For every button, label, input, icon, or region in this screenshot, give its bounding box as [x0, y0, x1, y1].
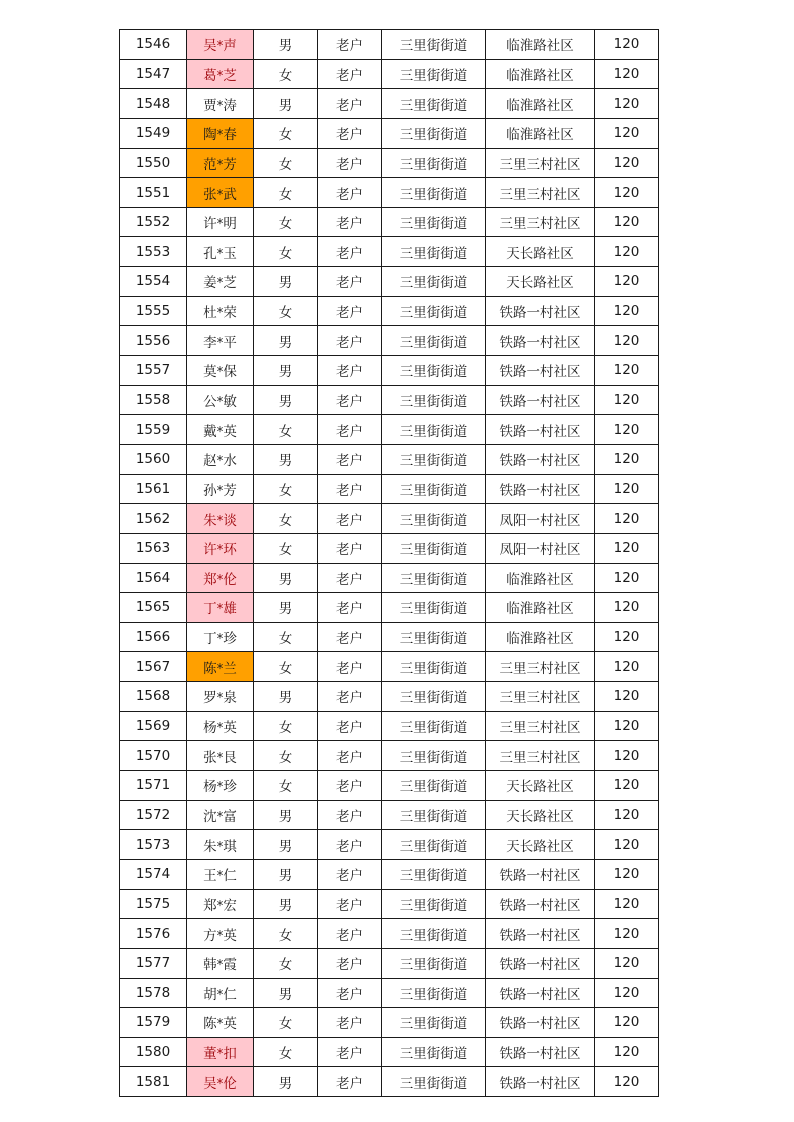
gender-cell: 女	[254, 652, 318, 682]
row-number-cell: 1579	[120, 1008, 187, 1038]
household-type-cell: 老户	[318, 563, 382, 593]
amount-cell: 120	[595, 504, 659, 534]
row-number-cell: 1558	[120, 385, 187, 415]
household-type-cell: 老户	[318, 118, 382, 148]
table-row	[120, 148, 659, 178]
name-cell: 吴*声	[187, 30, 254, 60]
amount-cell: 120	[595, 385, 659, 415]
gender-cell: 男	[254, 326, 318, 356]
name-cell: 杨*英	[187, 711, 254, 741]
household-type-cell: 老户	[318, 267, 382, 297]
gender-cell: 女	[254, 1037, 318, 1067]
gender-cell: 男	[254, 385, 318, 415]
household-type-cell: 老户	[318, 474, 382, 504]
name-cell: 范*芳	[187, 148, 254, 178]
row-number-cell: 1569	[120, 711, 187, 741]
household-type-cell: 老户	[318, 711, 382, 741]
household-type-cell: 老户	[318, 89, 382, 119]
gender-cell: 女	[254, 622, 318, 652]
gender-cell: 男	[254, 563, 318, 593]
street-cell: 三里街街道	[382, 800, 486, 830]
community-cell: 铁路一村社区	[486, 326, 595, 356]
name-cell: 丁*雄	[187, 593, 254, 623]
street-cell: 三里街街道	[382, 30, 486, 60]
amount-cell: 120	[595, 118, 659, 148]
amount-cell: 120	[595, 919, 659, 949]
row-number-cell: 1561	[120, 474, 187, 504]
community-cell: 铁路一村社区	[486, 474, 595, 504]
amount-cell: 120	[595, 1037, 659, 1067]
amount-cell: 120	[595, 444, 659, 474]
name-cell: 张*艮	[187, 741, 254, 771]
gender-cell: 男	[254, 1067, 318, 1097]
gender-cell: 男	[254, 978, 318, 1008]
gender-cell: 男	[254, 593, 318, 623]
community-cell: 天长路社区	[486, 237, 595, 267]
gender-cell: 男	[254, 830, 318, 860]
street-cell: 三里街街道	[382, 889, 486, 919]
gender-cell: 女	[254, 504, 318, 534]
table-row	[120, 385, 659, 415]
name-cell: 公*敏	[187, 385, 254, 415]
name-cell: 戴*英	[187, 415, 254, 445]
community-cell: 天长路社区	[486, 800, 595, 830]
community-cell: 铁路一村社区	[486, 1008, 595, 1038]
name-cell: 朱*谈	[187, 504, 254, 534]
row-number-cell: 1567	[120, 652, 187, 682]
household-type-cell: 老户	[318, 178, 382, 208]
gender-cell: 男	[254, 859, 318, 889]
community-cell: 铁路一村社区	[486, 948, 595, 978]
roster-body	[120, 30, 659, 1097]
amount-cell: 120	[595, 237, 659, 267]
row-number-cell: 1563	[120, 533, 187, 563]
household-type-cell: 老户	[318, 444, 382, 474]
name-cell: 许*环	[187, 533, 254, 563]
household-type-cell: 老户	[318, 296, 382, 326]
community-cell: 临淮路社区	[486, 89, 595, 119]
amount-cell: 120	[595, 178, 659, 208]
row-number-cell: 1551	[120, 178, 187, 208]
street-cell: 三里街街道	[382, 296, 486, 326]
table-row	[120, 533, 659, 563]
community-cell: 天长路社区	[486, 267, 595, 297]
household-type-cell: 老户	[318, 1067, 382, 1097]
community-cell: 铁路一村社区	[486, 356, 595, 386]
row-number-cell: 1568	[120, 682, 187, 712]
community-cell: 铁路一村社区	[486, 1037, 595, 1067]
amount-cell: 120	[595, 741, 659, 771]
gender-cell: 女	[254, 533, 318, 563]
street-cell: 三里街街道	[382, 415, 486, 445]
name-cell: 李*平	[187, 326, 254, 356]
amount-cell: 120	[595, 1008, 659, 1038]
table-row	[120, 622, 659, 652]
row-number-cell: 1574	[120, 859, 187, 889]
street-cell: 三里街街道	[382, 682, 486, 712]
row-number-cell: 1553	[120, 237, 187, 267]
gender-cell: 女	[254, 207, 318, 237]
name-cell: 陶*春	[187, 118, 254, 148]
name-cell: 杜*荣	[187, 296, 254, 326]
gender-cell: 女	[254, 148, 318, 178]
amount-cell: 120	[595, 593, 659, 623]
table-row	[120, 267, 659, 297]
community-cell: 临淮路社区	[486, 30, 595, 60]
gender-cell: 女	[254, 237, 318, 267]
name-cell: 王*仁	[187, 859, 254, 889]
table-row	[120, 919, 659, 949]
name-cell: 张*武	[187, 178, 254, 208]
table-row	[120, 800, 659, 830]
household-type-cell: 老户	[318, 919, 382, 949]
table-row	[120, 89, 659, 119]
street-cell: 三里街街道	[382, 563, 486, 593]
amount-cell: 120	[595, 978, 659, 1008]
table-row	[120, 859, 659, 889]
community-cell: 铁路一村社区	[486, 415, 595, 445]
street-cell: 三里街街道	[382, 504, 486, 534]
amount-cell: 120	[595, 830, 659, 860]
name-cell: 丁*珍	[187, 622, 254, 652]
street-cell: 三里街街道	[382, 622, 486, 652]
household-type-cell: 老户	[318, 148, 382, 178]
name-cell: 贾*涛	[187, 89, 254, 119]
household-type-cell: 老户	[318, 356, 382, 386]
name-cell: 吴*伦	[187, 1067, 254, 1097]
name-cell: 胡*仁	[187, 978, 254, 1008]
household-type-cell: 老户	[318, 1008, 382, 1038]
street-cell: 三里街街道	[382, 118, 486, 148]
gender-cell: 女	[254, 1008, 318, 1038]
amount-cell: 120	[595, 296, 659, 326]
amount-cell: 120	[595, 267, 659, 297]
household-type-cell: 老户	[318, 385, 382, 415]
table-row	[120, 830, 659, 860]
street-cell: 三里街街道	[382, 178, 486, 208]
household-type-cell: 老户	[318, 59, 382, 89]
row-number-cell: 1557	[120, 356, 187, 386]
name-cell: 郑*伦	[187, 563, 254, 593]
row-number-cell: 1581	[120, 1067, 187, 1097]
row-number-cell: 1572	[120, 800, 187, 830]
name-cell: 葛*芝	[187, 59, 254, 89]
table-row	[120, 356, 659, 386]
row-number-cell: 1580	[120, 1037, 187, 1067]
household-type-cell: 老户	[318, 978, 382, 1008]
table-row	[120, 30, 659, 60]
amount-cell: 120	[595, 533, 659, 563]
gender-cell: 女	[254, 59, 318, 89]
row-number-cell: 1548	[120, 89, 187, 119]
row-number-cell: 1573	[120, 830, 187, 860]
street-cell: 三里街街道	[382, 474, 486, 504]
gender-cell: 女	[254, 178, 318, 208]
name-cell: 赵*水	[187, 444, 254, 474]
row-number-cell: 1576	[120, 919, 187, 949]
street-cell: 三里街街道	[382, 1037, 486, 1067]
table-row	[120, 889, 659, 919]
household-type-cell: 老户	[318, 948, 382, 978]
table-row	[120, 1067, 659, 1097]
street-cell: 三里街街道	[382, 207, 486, 237]
amount-cell: 120	[595, 207, 659, 237]
table-row	[120, 504, 659, 534]
row-number-cell: 1577	[120, 948, 187, 978]
community-cell: 铁路一村社区	[486, 978, 595, 1008]
name-cell: 孙*芳	[187, 474, 254, 504]
table-row	[120, 444, 659, 474]
street-cell: 三里街街道	[382, 533, 486, 563]
gender-cell: 女	[254, 296, 318, 326]
table-row	[120, 711, 659, 741]
community-cell: 凤阳一村社区	[486, 504, 595, 534]
community-cell: 临淮路社区	[486, 59, 595, 89]
community-cell: 三里三村社区	[486, 711, 595, 741]
row-number-cell: 1565	[120, 593, 187, 623]
gender-cell: 女	[254, 771, 318, 801]
community-cell: 凤阳一村社区	[486, 533, 595, 563]
table-row	[120, 296, 659, 326]
amount-cell: 120	[595, 682, 659, 712]
street-cell: 三里街街道	[382, 948, 486, 978]
row-number-cell: 1570	[120, 741, 187, 771]
household-type-cell: 老户	[318, 741, 382, 771]
community-cell: 天长路社区	[486, 771, 595, 801]
household-type-cell: 老户	[318, 889, 382, 919]
gender-cell: 女	[254, 948, 318, 978]
name-cell: 罗*泉	[187, 682, 254, 712]
community-cell: 铁路一村社区	[486, 859, 595, 889]
community-cell: 三里三村社区	[486, 178, 595, 208]
table-row	[120, 741, 659, 771]
gender-cell: 男	[254, 30, 318, 60]
table-row	[120, 948, 659, 978]
name-cell: 莫*保	[187, 356, 254, 386]
row-number-cell: 1578	[120, 978, 187, 1008]
street-cell: 三里街街道	[382, 326, 486, 356]
gender-cell: 女	[254, 118, 318, 148]
row-number-cell: 1552	[120, 207, 187, 237]
household-type-cell: 老户	[318, 326, 382, 356]
street-cell: 三里街街道	[382, 1008, 486, 1038]
table-row	[120, 59, 659, 89]
table-row	[120, 771, 659, 801]
community-cell: 三里三村社区	[486, 741, 595, 771]
community-cell: 三里三村社区	[486, 207, 595, 237]
street-cell: 三里街街道	[382, 771, 486, 801]
amount-cell: 120	[595, 711, 659, 741]
street-cell: 三里街街道	[382, 978, 486, 1008]
household-type-cell: 老户	[318, 652, 382, 682]
amount-cell: 120	[595, 948, 659, 978]
row-number-cell: 1562	[120, 504, 187, 534]
gender-cell: 男	[254, 889, 318, 919]
amount-cell: 120	[595, 59, 659, 89]
amount-cell: 120	[595, 859, 659, 889]
amount-cell: 120	[595, 148, 659, 178]
amount-cell: 120	[595, 800, 659, 830]
name-cell: 方*英	[187, 919, 254, 949]
household-type-cell: 老户	[318, 771, 382, 801]
table-row	[120, 978, 659, 1008]
community-cell: 天长路社区	[486, 830, 595, 860]
amount-cell: 120	[595, 622, 659, 652]
street-cell: 三里街街道	[382, 148, 486, 178]
street-cell: 三里街街道	[382, 652, 486, 682]
street-cell: 三里街街道	[382, 237, 486, 267]
table-row	[120, 563, 659, 593]
community-cell: 三里三村社区	[486, 652, 595, 682]
roster-table	[119, 29, 659, 1097]
table-row	[120, 593, 659, 623]
street-cell: 三里街街道	[382, 859, 486, 889]
community-cell: 铁路一村社区	[486, 296, 595, 326]
name-cell: 杨*珍	[187, 771, 254, 801]
street-cell: 三里街街道	[382, 385, 486, 415]
street-cell: 三里街街道	[382, 741, 486, 771]
street-cell: 三里街街道	[382, 356, 486, 386]
community-cell: 铁路一村社区	[486, 889, 595, 919]
household-type-cell: 老户	[318, 207, 382, 237]
community-cell: 铁路一村社区	[486, 919, 595, 949]
gender-cell: 男	[254, 682, 318, 712]
table-row	[120, 118, 659, 148]
amount-cell: 120	[595, 89, 659, 119]
row-number-cell: 1564	[120, 563, 187, 593]
gender-cell: 女	[254, 711, 318, 741]
street-cell: 三里街街道	[382, 59, 486, 89]
gender-cell: 男	[254, 444, 318, 474]
amount-cell: 120	[595, 326, 659, 356]
street-cell: 三里街街道	[382, 444, 486, 474]
table-row	[120, 474, 659, 504]
community-cell: 临淮路社区	[486, 118, 595, 148]
street-cell: 三里街街道	[382, 1067, 486, 1097]
row-number-cell: 1560	[120, 444, 187, 474]
table-row	[120, 326, 659, 356]
household-type-cell: 老户	[318, 1037, 382, 1067]
household-type-cell: 老户	[318, 237, 382, 267]
row-number-cell: 1566	[120, 622, 187, 652]
community-cell: 三里三村社区	[486, 148, 595, 178]
household-type-cell: 老户	[318, 593, 382, 623]
row-number-cell: 1554	[120, 267, 187, 297]
amount-cell: 120	[595, 563, 659, 593]
table-row	[120, 1008, 659, 1038]
name-cell: 陈*兰	[187, 652, 254, 682]
name-cell: 韩*霞	[187, 948, 254, 978]
row-number-cell: 1555	[120, 296, 187, 326]
table-row	[120, 415, 659, 445]
household-type-cell: 老户	[318, 415, 382, 445]
amount-cell: 120	[595, 415, 659, 445]
street-cell: 三里街街道	[382, 919, 486, 949]
household-type-cell: 老户	[318, 622, 382, 652]
household-type-cell: 老户	[318, 533, 382, 563]
household-type-cell: 老户	[318, 30, 382, 60]
community-cell: 铁路一村社区	[486, 385, 595, 415]
amount-cell: 120	[595, 356, 659, 386]
amount-cell: 120	[595, 1067, 659, 1097]
street-cell: 三里街街道	[382, 830, 486, 860]
table-row	[120, 207, 659, 237]
amount-cell: 120	[595, 474, 659, 504]
gender-cell: 男	[254, 356, 318, 386]
row-number-cell: 1575	[120, 889, 187, 919]
gender-cell: 女	[254, 919, 318, 949]
gender-cell: 男	[254, 89, 318, 119]
household-type-cell: 老户	[318, 830, 382, 860]
row-number-cell: 1549	[120, 118, 187, 148]
table-row	[120, 178, 659, 208]
community-cell: 铁路一村社区	[486, 444, 595, 474]
community-cell: 临淮路社区	[486, 593, 595, 623]
household-type-cell: 老户	[318, 682, 382, 712]
table-row	[120, 652, 659, 682]
gender-cell: 男	[254, 267, 318, 297]
row-number-cell: 1571	[120, 771, 187, 801]
name-cell: 沈*富	[187, 800, 254, 830]
household-type-cell: 老户	[318, 859, 382, 889]
table-row	[120, 1037, 659, 1067]
community-cell: 三里三村社区	[486, 682, 595, 712]
household-type-cell: 老户	[318, 504, 382, 534]
amount-cell: 120	[595, 889, 659, 919]
gender-cell: 女	[254, 741, 318, 771]
table-row	[120, 237, 659, 267]
name-cell: 朱*琪	[187, 830, 254, 860]
table-row	[120, 682, 659, 712]
row-number-cell: 1559	[120, 415, 187, 445]
street-cell: 三里街街道	[382, 89, 486, 119]
name-cell: 郑*宏	[187, 889, 254, 919]
street-cell: 三里街街道	[382, 593, 486, 623]
name-cell: 陈*英	[187, 1008, 254, 1038]
name-cell: 孔*玉	[187, 237, 254, 267]
row-number-cell: 1546	[120, 30, 187, 60]
name-cell: 董*扣	[187, 1037, 254, 1067]
gender-cell: 女	[254, 474, 318, 504]
name-cell: 许*明	[187, 207, 254, 237]
amount-cell: 120	[595, 30, 659, 60]
row-number-cell: 1556	[120, 326, 187, 356]
household-type-cell: 老户	[318, 800, 382, 830]
street-cell: 三里街街道	[382, 267, 486, 297]
amount-cell: 120	[595, 652, 659, 682]
name-cell: 姜*芝	[187, 267, 254, 297]
street-cell: 三里街街道	[382, 711, 486, 741]
community-cell: 铁路一村社区	[486, 1067, 595, 1097]
row-number-cell: 1550	[120, 148, 187, 178]
amount-cell: 120	[595, 771, 659, 801]
community-cell: 临淮路社区	[486, 622, 595, 652]
community-cell: 临淮路社区	[486, 563, 595, 593]
row-number-cell: 1547	[120, 59, 187, 89]
gender-cell: 女	[254, 415, 318, 445]
gender-cell: 男	[254, 800, 318, 830]
